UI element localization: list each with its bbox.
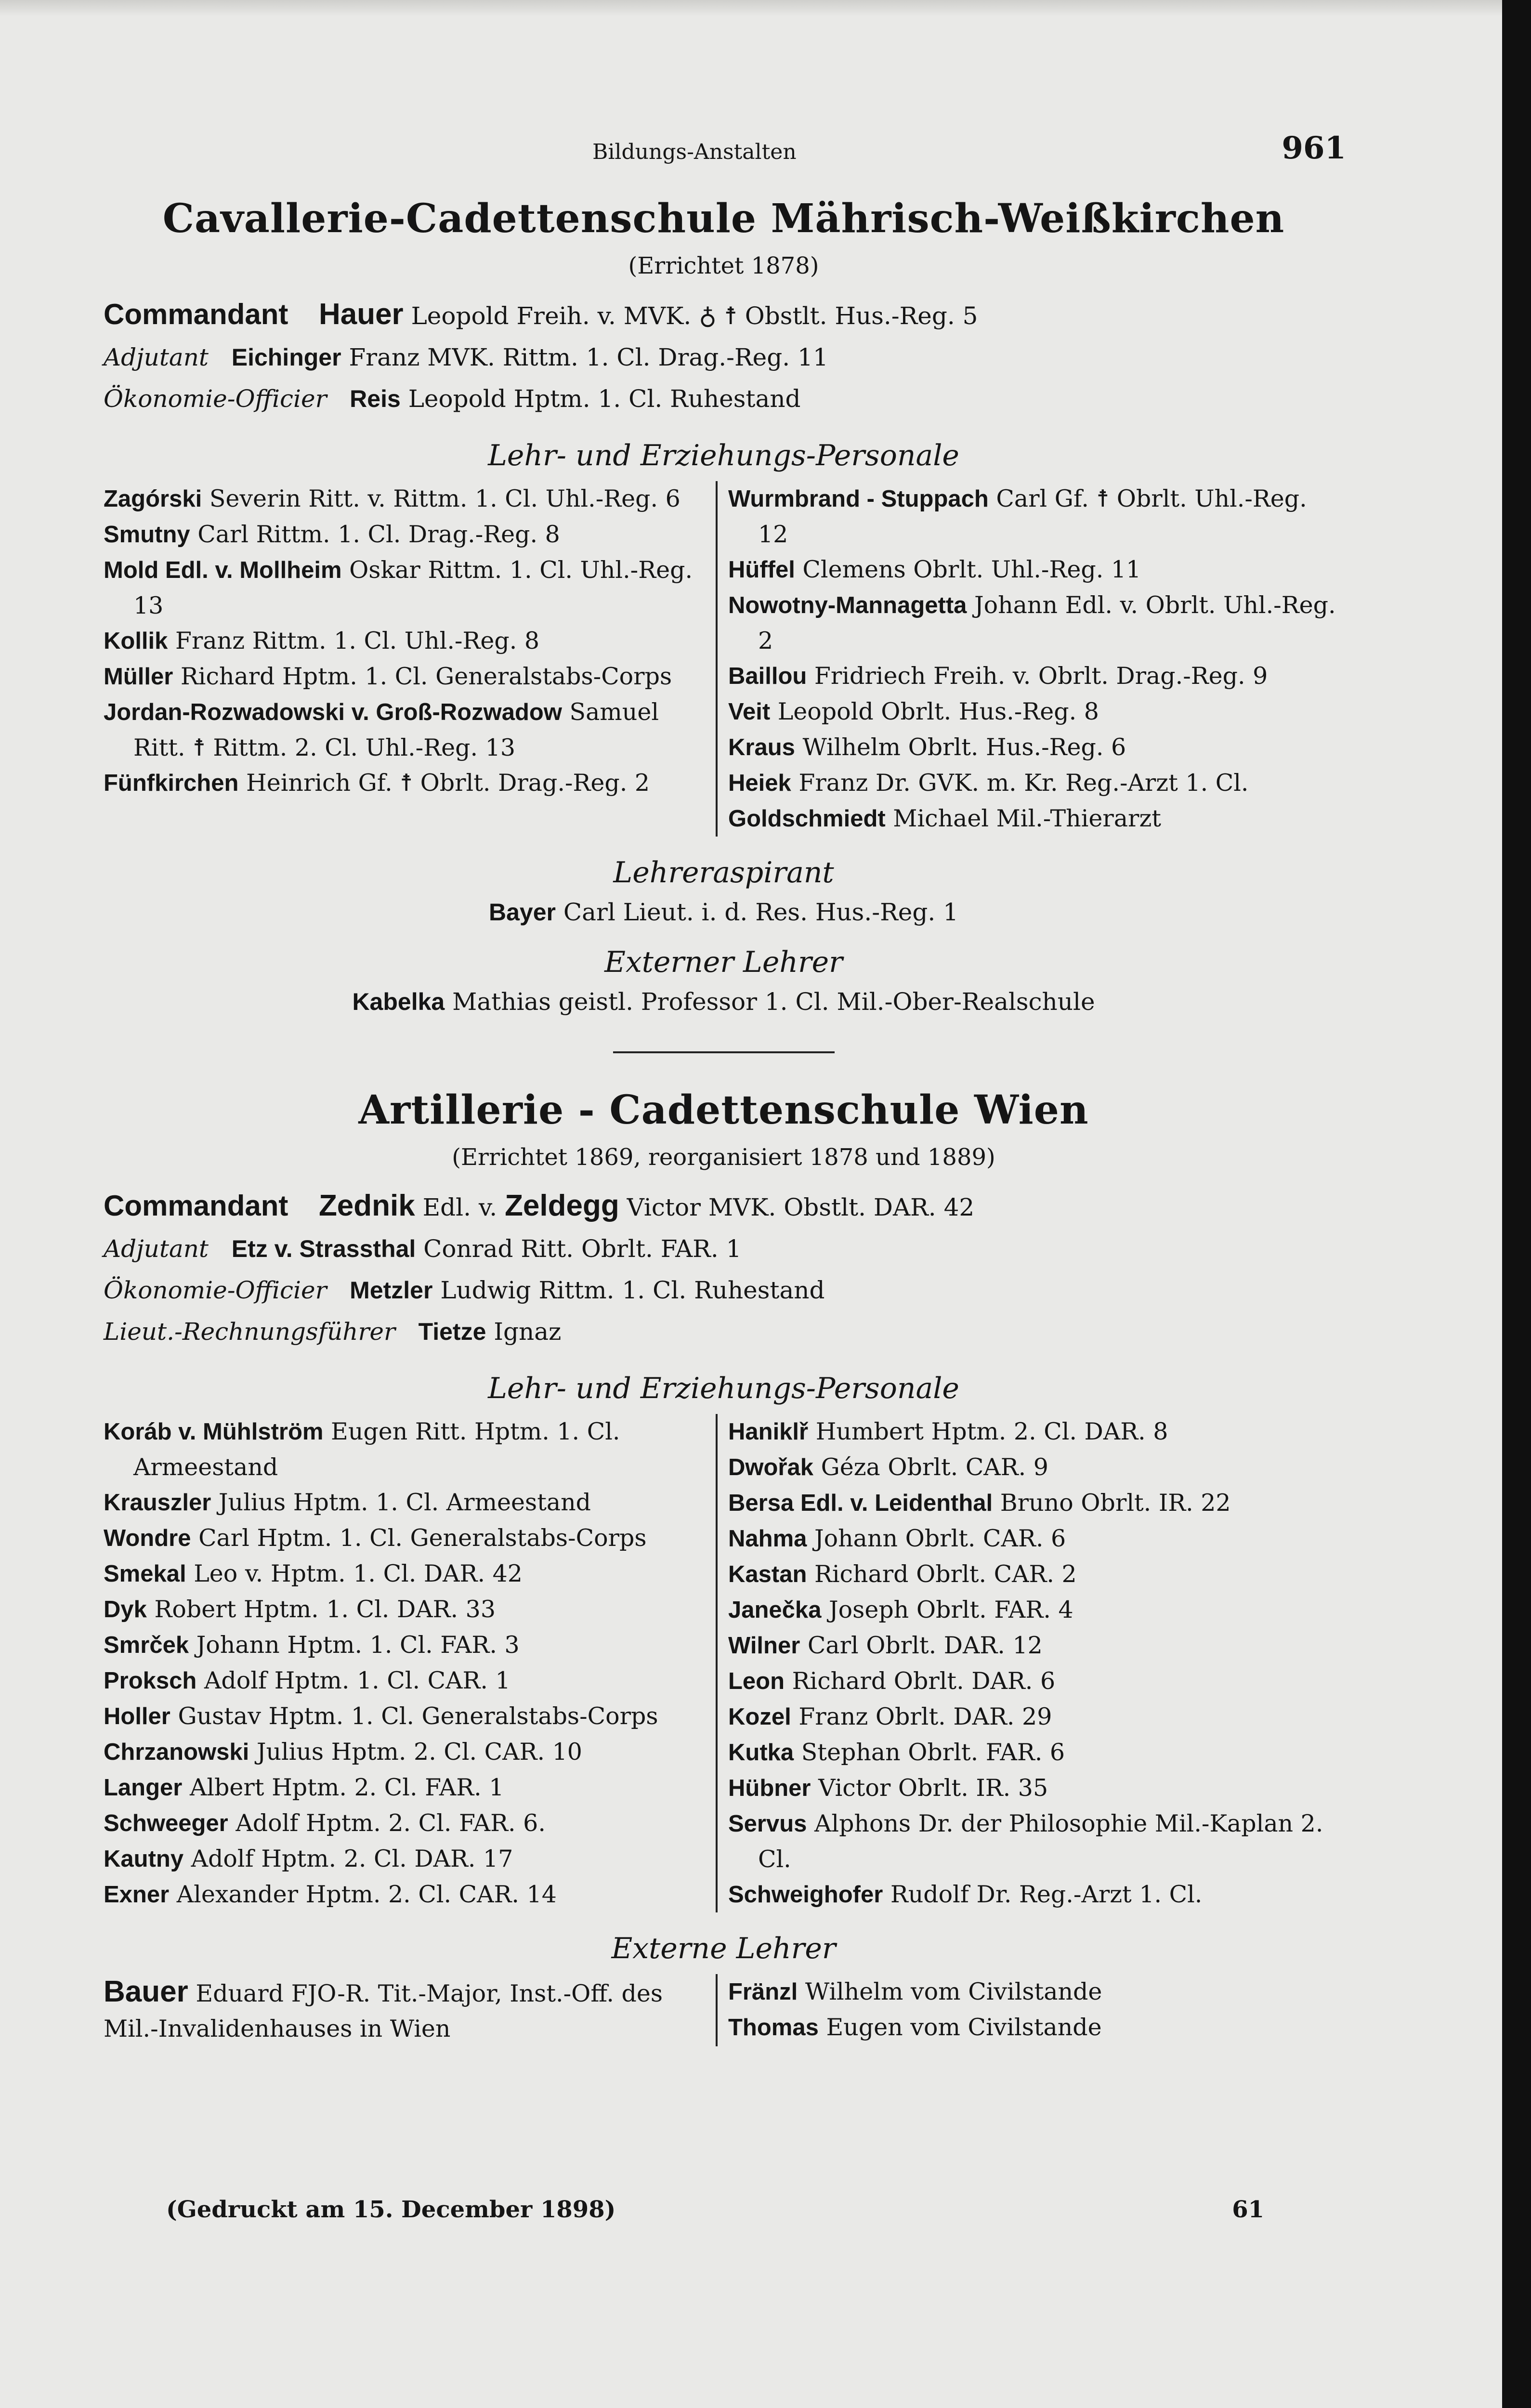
staff-entry (728, 730, 1344, 765)
staff-entry (728, 2010, 1344, 2045)
staff-entry (104, 481, 705, 517)
staff-entry (104, 1485, 705, 1520)
entry-details: Wilhelm Obrlt. Hus.-Reg. 6 (802, 733, 1126, 761)
staff-entry (104, 1877, 705, 1912)
surname: Kastan (728, 1561, 807, 1587)
staff-columns (104, 1414, 1344, 1912)
document-page (104, 130, 1344, 2046)
entry-details: Julius Hptm. 1. Cl. Armeestand (218, 1489, 591, 1516)
surname: Zednik (318, 1189, 415, 1222)
external-column-right (718, 1974, 1344, 2046)
leadership-block (104, 294, 1344, 419)
surname: Krauszler (104, 1490, 211, 1516)
staff-entry (728, 694, 1344, 730)
external-teachers-columns (104, 1974, 1344, 2046)
print-date: (Gedruckt am 15. December 1898) (166, 2196, 616, 2223)
entry-details: Julius Hptm. 2. Cl. CAR. 10 (256, 1738, 582, 1766)
surname: Dwořak (728, 1454, 814, 1480)
entry-details: Eugen Ritt. Hptm. 1. Cl. Armeestand (133, 1418, 620, 1481)
staff-entry (728, 658, 1344, 694)
external-teacher-heading: Externer Lehrer (604, 945, 843, 979)
entry-details: Victor MVK. Obstlt. DAR. 42 (627, 1193, 975, 1221)
staff-entry (728, 552, 1344, 588)
staff-entry (104, 1592, 705, 1627)
surname: Hüffel (728, 557, 795, 583)
entry-details: Heinrich Gf. ☨ Obrlt. Drag.-Reg. 2 (246, 769, 650, 797)
page-footer (166, 2196, 1264, 2223)
surname-second: Zeldegg (505, 1189, 619, 1222)
entry-details: Clemens Obrlt. Uhl.-Reg. 11 (802, 556, 1141, 583)
staff-entry (104, 1627, 705, 1663)
founded-note: (Errichtet 1869, reorganisiert 1878 und 1889) (452, 1144, 995, 1171)
staff-entry (728, 1806, 1344, 1877)
external-column-left (104, 1974, 718, 2046)
surname: Thomas (728, 2015, 819, 2041)
entry-details: Richard Obrlt. CAR. 2 (814, 1560, 1077, 1588)
entry-details: Johann Hptm. 1. Cl. FAR. 3 (196, 1631, 520, 1659)
staff-entry (104, 1770, 705, 1806)
staff-entry (104, 623, 705, 659)
staff-entry (104, 659, 705, 694)
surname: Proksch (104, 1668, 197, 1694)
staff-entry (104, 1556, 705, 1592)
staff-entry (728, 801, 1344, 837)
school-title: Cavallerie-Cadettenschule Mährisch-Weißkirchen (162, 196, 1285, 242)
role-label: Ökonomie-Officier (104, 385, 327, 413)
surname: Baillou (728, 663, 807, 689)
surname: Smutny (104, 522, 190, 548)
staff-entry (104, 765, 705, 801)
leadership-block (104, 1185, 1344, 1352)
surname: Koráb v. Mühlström (104, 1419, 324, 1445)
entry-details: Carl Gf. ☨ Obrlt. Uhl.-Reg. 12 (758, 485, 1307, 548)
entry-details: Géza Obrlt. CAR. 9 (821, 1453, 1048, 1481)
surname: Tietze (418, 1318, 486, 1345)
oekonomie-row (104, 378, 1344, 419)
entry-details: Carl Obrlt. DAR. 12 (807, 1632, 1043, 1659)
role-label: Commandant (104, 1190, 288, 1222)
staff-entry (104, 1806, 705, 1841)
surname: Reis (350, 385, 401, 412)
staff-entry (728, 1735, 1344, 1770)
staff-heading: Lehr- und Erziehungs-Personale (488, 439, 959, 472)
staff-entry (104, 1414, 705, 1485)
surname: Dyk (104, 1597, 147, 1623)
entry-details: Gustav Hptm. 1. Cl. Generalstabs-Corps (178, 1702, 658, 1730)
staff-column-left (104, 481, 718, 837)
commandant-row (104, 1185, 1344, 1228)
staff-entry (728, 1521, 1344, 1557)
surname: Nowotny-Mannagetta (728, 592, 967, 618)
surname: Schweeger (104, 1810, 228, 1836)
staff-entry (728, 1485, 1344, 1521)
surname: Wurmbrand - Stuppach (728, 486, 989, 512)
surname: Kabelka (352, 988, 445, 1015)
entry-details: Franz Dr. GVK. m. Kr. Reg.-Arzt 1. Cl. (798, 769, 1249, 797)
entry-details: Humbert Hptm. 2. Cl. DAR. 8 (815, 1418, 1168, 1445)
surname: Bayer (489, 899, 556, 926)
staff-entry (728, 1770, 1344, 1806)
entry-details: Richard Obrlt. DAR. 6 (792, 1667, 1056, 1695)
entry-details: Oskar Rittm. 1. Cl. Uhl.-Reg. 13 (133, 556, 693, 619)
surname: Hübner (728, 1775, 811, 1801)
surname: Fränzl (728, 1979, 798, 2005)
surname: Janečka (728, 1597, 822, 1623)
entry-details: Adolf Hptm. 2. Cl. DAR. 17 (191, 1845, 513, 1872)
surname: Nahma (728, 1526, 807, 1552)
role-label: Adjutant (104, 343, 209, 371)
entry-details: Ludwig Rittm. 1. Cl. Ruhestand (440, 1276, 825, 1304)
entry-details: Robert Hptm. 1. Cl. DAR. 33 (154, 1596, 496, 1623)
entry-details: Eduard FJO-R. Tit.-Major, Inst.-Off. des Mil.-Invalidenhauses in Wien (104, 1980, 663, 2042)
role-label: Adjutant (104, 1235, 209, 1263)
entry-details: Severin Ritt. v. Rittm. 1. Cl. Uhl.-Reg. 6 (209, 485, 680, 512)
surname: Servus (728, 1811, 807, 1837)
staff-entry (104, 694, 705, 765)
entry-details: Leo v. Hptm. 1. Cl. DAR. 42 (194, 1560, 523, 1587)
surname: Kozel (728, 1704, 791, 1730)
entry-details: Leopold Freih. v. MVK. ♁ ☨ Obstlt. Hus.-Reg. 5 (411, 302, 978, 330)
role-label: Lieut.-Rechnungsführer (104, 1318, 395, 1346)
surname: Chrzanowski (104, 1739, 249, 1765)
staff-entry (104, 1663, 705, 1699)
entry-details: Adolf Hptm. 2. Cl. FAR. 6. (236, 1809, 546, 1837)
entry-details: Bruno Obrlt. IR. 22 (1000, 1489, 1231, 1517)
surname: Holler (104, 1703, 170, 1729)
surname: Zagórski (104, 486, 202, 512)
staff-heading: Lehr- und Erziehungs-Personale (488, 1372, 959, 1405)
surname: Heiek (728, 770, 791, 796)
founded-note: (Errichtet 1878) (628, 252, 819, 279)
rechnungsfuehrer-row (104, 1311, 1344, 1352)
entry-details: Victor Obrlt. IR. 35 (818, 1774, 1048, 1802)
entry-details: Mathias geistl. Professor 1. Cl. Mil.-Ober-Realschule (452, 988, 1095, 1016)
name-particle: Edl. v. (422, 1193, 497, 1221)
staff-column-left (104, 1414, 718, 1912)
school-title: Artillerie - Cadettenschule Wien (358, 1087, 1089, 1133)
staff-entry (104, 1974, 705, 2046)
staff-columns (104, 481, 1344, 837)
entry-details: Albert Hptm. 2. Cl. FAR. 1 (189, 1774, 504, 1801)
aspirant-entry (104, 898, 1344, 926)
surname: Jordan-Rozwadowski v. Groß-Rozwadow (104, 699, 562, 725)
surname: Smekal (104, 1561, 186, 1587)
entry-details: Leopold Obrlt. Hus.-Reg. 8 (777, 698, 1099, 725)
staff-entry (104, 1520, 705, 1556)
staff-column-right (718, 1414, 1344, 1912)
staff-entry (728, 1414, 1344, 1450)
surname: Veit (728, 699, 771, 725)
entry-details: Franz Obrlt. DAR. 29 (798, 1703, 1052, 1730)
entry-details: Carl Lieut. i. d. Res. Hus.-Reg. 1 (563, 898, 958, 926)
external-teacher-entry (104, 988, 1344, 1016)
surname: Goldschmiedt (728, 806, 886, 832)
school-section-artillerie (104, 1087, 1344, 2046)
entry-details: Richard Hptm. 1. Cl. Generalstabs-Corps (180, 663, 672, 690)
surname: Fünfkirchen (104, 770, 239, 796)
signature-mark: 61 (1232, 2196, 1264, 2223)
staff-entry (728, 481, 1344, 552)
staff-entry (728, 1663, 1344, 1699)
surname: Leon (728, 1668, 785, 1694)
surname: Langer (104, 1775, 183, 1801)
school-section-cavallerie (104, 196, 1344, 1016)
entry-details: Michael Mil.-Thierarzt (893, 805, 1161, 832)
entry-details: Fridriech Freih. v. Obrlt. Drag.-Reg. 9 (814, 662, 1268, 690)
staff-entry (728, 1628, 1344, 1663)
entry-details: Leopold Hptm. 1. Cl. Ruhestand (408, 385, 801, 413)
oekonomie-row (104, 1269, 1344, 1311)
section-divider (613, 1051, 835, 1053)
surname: Etz v. Strassthal (231, 1235, 416, 1262)
page-header (104, 130, 1344, 173)
staff-entry (728, 588, 1344, 658)
surname: Kutka (728, 1740, 794, 1766)
surname: Hauer (318, 298, 404, 331)
surname: Wondre (104, 1525, 191, 1551)
entry-details: Wilhelm vom Civilstande (805, 1978, 1102, 2005)
external-teachers-heading: Externe Lehrer (611, 1932, 836, 1965)
surname: Müller (104, 664, 173, 690)
staff-entry (728, 1450, 1344, 1485)
running-head: Bildungs-Anstalten (592, 140, 797, 164)
page-number: 961 (1282, 130, 1346, 166)
commandant-row (104, 294, 1344, 337)
staff-entry (104, 1734, 705, 1770)
entry-details: Samuel Ritt. ☨ Rittm. 2. Cl. Uhl.-Reg. 13 (133, 698, 659, 761)
entry-details: Alphons Dr. der Philosophie Mil.-Kaplan 2. Cl. (758, 1810, 1323, 1873)
adjutant-row (104, 337, 1344, 378)
page-top-edge (0, 0, 1531, 16)
surname: Kraus (728, 734, 795, 760)
aspirant-heading: Lehreraspirant (613, 856, 834, 890)
role-label: Ökonomie-Officier (104, 1276, 327, 1304)
staff-entry (728, 1974, 1344, 2010)
entry-details: Stephan Obrlt. FAR. 6 (801, 1739, 1065, 1766)
entry-details: Adolf Hptm. 1. Cl. CAR. 1 (204, 1667, 510, 1694)
adjutant-row (104, 1228, 1344, 1269)
staff-column-right (718, 481, 1344, 837)
entry-details: Conrad Ritt. Obrlt. FAR. 1 (423, 1235, 742, 1263)
surname: Bauer (104, 1975, 188, 2008)
entry-details: Eugen vom Civilstande (826, 2014, 1102, 2041)
entry-details: Franz Rittm. 1. Cl. Uhl.-Reg. 8 (175, 627, 540, 654)
scan-frame-edge (1502, 0, 1531, 2408)
surname: Wilner (728, 1633, 800, 1659)
surname: Kollik (104, 628, 168, 654)
surname: Bersa Edl. v. Leidenthal (728, 1490, 993, 1516)
surname: Metzler (350, 1277, 433, 1304)
entry-details: Johann Obrlt. CAR. 6 (814, 1525, 1066, 1552)
staff-entry (728, 765, 1344, 801)
surname: Eichinger (231, 344, 341, 371)
staff-entry (728, 1592, 1344, 1628)
entry-details: Johann Edl. v. Obrlt. Uhl.-Reg. 2 (758, 591, 1336, 654)
surname: Schweighofer (728, 1882, 883, 1908)
entry-details: Carl Hptm. 1. Cl. Generalstabs-Corps (198, 1524, 647, 1552)
entry-details: Carl Rittm. 1. Cl. Drag.-Reg. 8 (197, 521, 560, 548)
entry-details: Ignaz (494, 1318, 562, 1346)
staff-entry (104, 1699, 705, 1734)
staff-entry (728, 1699, 1344, 1735)
surname: Exner (104, 1882, 170, 1908)
surname: Kautny (104, 1846, 184, 1872)
staff-entry (728, 1557, 1344, 1592)
staff-entry (104, 517, 705, 552)
entry-details: Joseph Obrlt. FAR. 4 (829, 1596, 1073, 1623)
entry-details: Rudolf Dr. Reg.-Arzt 1. Cl. (890, 1881, 1203, 1908)
entry-details: Alexander Hptm. 2. Cl. CAR. 14 (176, 1881, 557, 1908)
entry-details: Franz MVK. Rittm. 1. Cl. Drag.-Reg. 11 (349, 343, 828, 371)
staff-entry (104, 552, 705, 623)
surname: Haniklř (728, 1419, 809, 1445)
staff-entry (104, 1841, 705, 1877)
surname: Mold Edl. v. Mollheim (104, 557, 342, 583)
role-label: Commandant (104, 298, 288, 330)
surname: Smrček (104, 1632, 189, 1658)
staff-entry (728, 1877, 1344, 1912)
